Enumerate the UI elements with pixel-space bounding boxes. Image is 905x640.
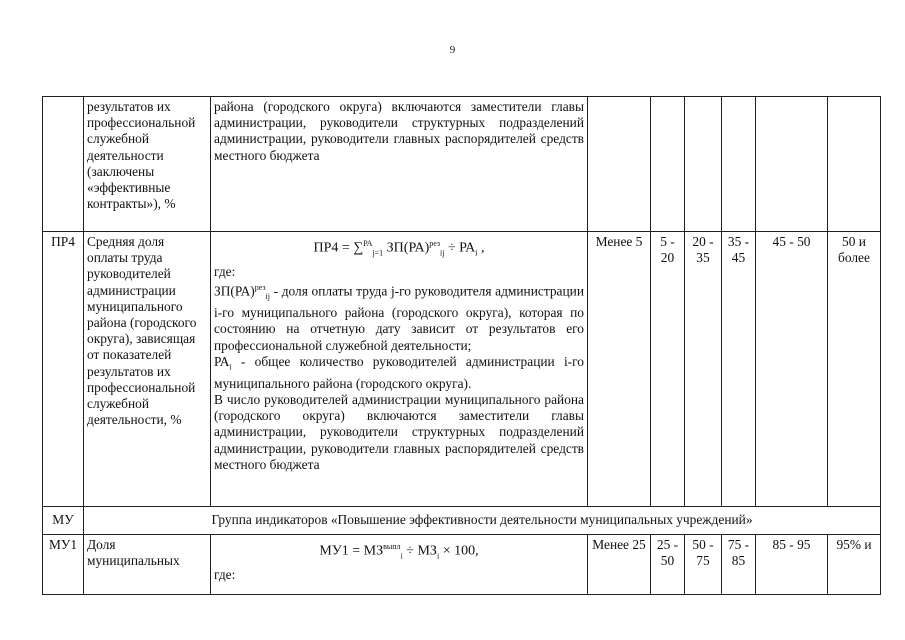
group-title: Группа индикаторов «Повышение эффективности деятельности муниципальных учреждений» [211, 512, 753, 528]
indicator-code: ПР4 [51, 234, 75, 249]
where-label: где: [214, 263, 236, 279]
value-cell [756, 535, 828, 595]
table-row-mu1 [43, 535, 881, 595]
value-cell [722, 535, 756, 595]
group-title-cell [84, 507, 881, 535]
value-2: 5 - 20 [660, 234, 675, 266]
formula-subscript: ij [440, 248, 445, 258]
formula-superscript: выпл [383, 542, 401, 551]
value-6: 95% и [836, 537, 872, 552]
value-3: 50 - 75 [692, 537, 714, 569]
definition-symbol: ЗП(РА) [214, 283, 255, 299]
value-cell [685, 232, 722, 507]
formula-sum-lower: j=1 [372, 248, 384, 258]
indicator-name-text: Средняя доля оплаты труда руководителей администрации муниципального района (городского округа), зависящая от показателей результатов их профессиональной служебной деятельности, % [87, 234, 197, 428]
table-row-group-mu [43, 507, 881, 535]
definition-text: - общее количество руководителей администрации i-го муниципального района (городского округа). [214, 353, 584, 391]
table-row-pr4 [43, 232, 881, 507]
value-5: 85 - 95 [772, 537, 811, 552]
code-cell [43, 535, 84, 595]
value-4: 35 - 45 [727, 234, 750, 266]
value-cell [828, 535, 881, 595]
value-cell [588, 232, 651, 507]
indicator-name-cell [84, 535, 211, 595]
value-3: 20 - 35 [692, 234, 714, 266]
code-cell [43, 507, 84, 535]
value-cell [651, 232, 685, 507]
where-label: где: [214, 566, 236, 582]
indicator-name-cell [84, 97, 211, 232]
description-cell [211, 97, 588, 232]
value-cell [588, 535, 651, 595]
table-row-continuation [43, 97, 881, 232]
formula: ПР4 = ∑$^{РА}_{j=1}$ $ЗП(РА)^{рез}_{ij} \div РА_i$ , [313, 239, 485, 258]
value-2: 25 - 50 [656, 537, 679, 569]
value-cell [651, 535, 685, 595]
value-1: Менее 5 [595, 234, 643, 249]
formula: $МУ1 = МЗ^{выпл}_i \div МЗ_i \times 100$, [319, 542, 479, 561]
description-cell [211, 232, 588, 507]
definition-text: - доля оплаты труда j-го руководителя администрации i-го муниципального района (городского округа), которая по состоянию на отчетную дату зависит от результатов его профессиональной служебной деятельности; [214, 283, 584, 353]
value-1: Менее 25 [592, 537, 646, 552]
indicator-name-text: результатов их профессиональной служебной деятельности (заключены «эффективные контракты»), % [87, 99, 196, 212]
value-cell [588, 97, 651, 232]
formula-superscript: рез [429, 239, 441, 248]
value-cell [685, 535, 722, 595]
description-text: района (городского округа) включаются заместители главы администрации, руководители структурных подразделений администрации, руководители главных распорядителей средств местного бюджета [214, 99, 584, 163]
value-cell [756, 232, 828, 507]
value-cell [722, 232, 756, 507]
indicators-table [42, 96, 881, 595]
description-cell [211, 535, 588, 595]
value-cell [828, 97, 881, 232]
value-cell [722, 97, 756, 232]
value-cell [756, 97, 828, 232]
value-4: 75 - 85 [727, 537, 750, 569]
indicator-name-text: Доля муниципальных [87, 537, 180, 569]
value-cell [828, 232, 881, 507]
value-5: 45 - 50 [772, 234, 811, 249]
code-cell [43, 232, 84, 507]
definition-1: ЗП(РА)$^{рез}_{ij}$ - доля оплаты труда j-го руководителя администрации i-го муниципального района (городского округа), которая по состоянию на отчетную дату зависит от результатов его профессиональной служебной деятельности; [214, 282, 584, 353]
value-cell [651, 97, 685, 232]
definition-symbol: РА [214, 353, 230, 369]
group-code: МУ [52, 512, 74, 528]
definition-2: $РА_i$ - общее количество руководителей администрации i-го муниципального района (городского округа). [214, 353, 584, 391]
value-6: 50 и более [838, 234, 870, 266]
code-cell [43, 97, 84, 232]
page-number: 9 [449, 44, 456, 56]
extra-note: В число руководителей администрации муниципального района (городского округа) включаются заместители главы администрации, руководители структурных подразделений администрации, руководители главных распорядителей средств местного бюджета [214, 391, 584, 472]
indicator-code: МУ1 [48, 537, 78, 552]
value-cell [685, 97, 722, 232]
indicator-name-cell [84, 232, 211, 507]
formula-sum-upper: РА [363, 239, 373, 248]
